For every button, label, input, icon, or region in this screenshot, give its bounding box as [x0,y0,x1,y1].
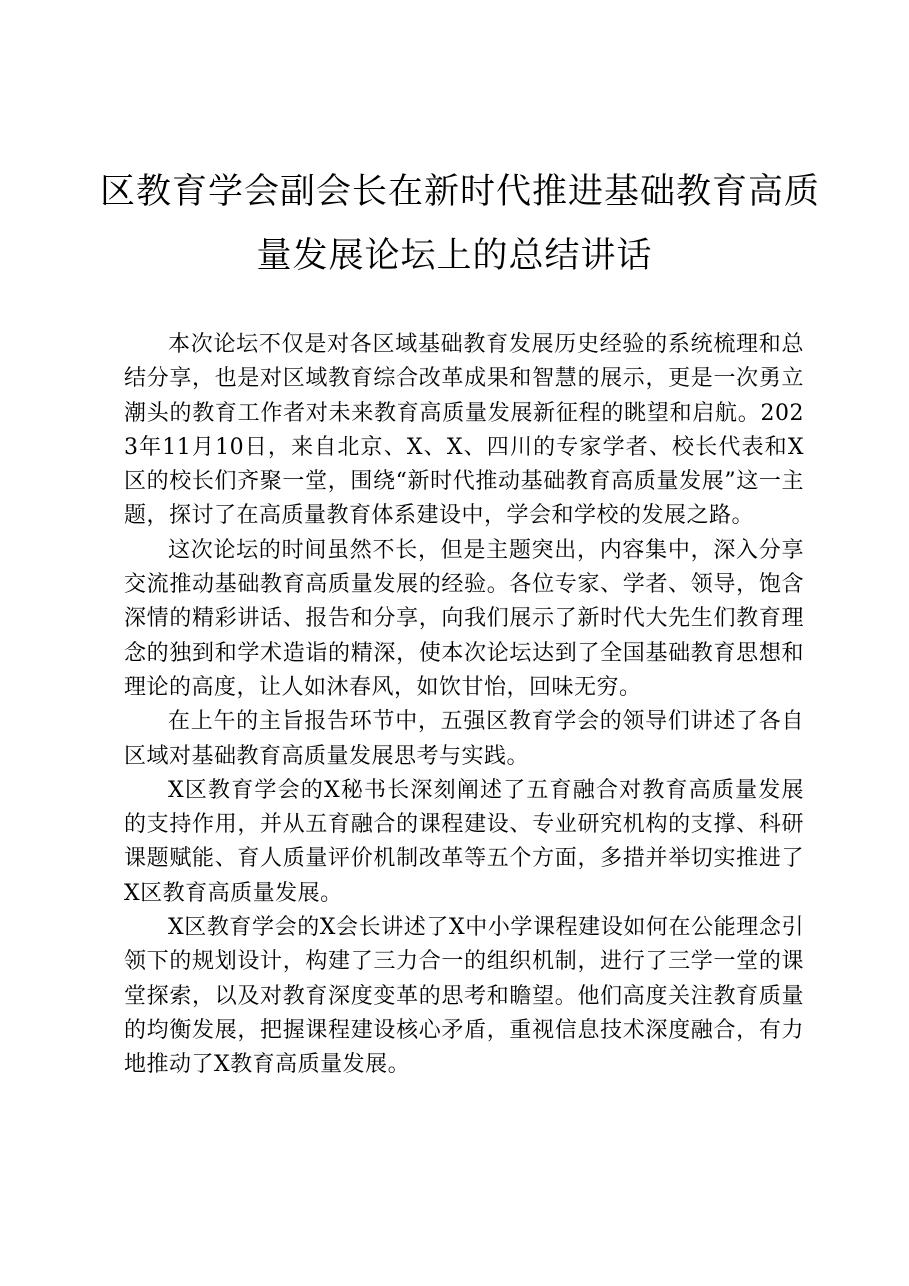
paragraph-3: 在上午的主旨报告环节中，五强区教育学会的领导们讲述了各自区域对基础教育高质量发展思考与实践。 [124,709,804,769]
document-body [124,328,804,1083]
paragraph-1: 本次论坛不仅是对各区域基础教育发展历史经验的系统梳理和总结分享，也是对区域教育综合改革成果和智慧的展示，更是一次勇立潮头的教育工作者对未来教育高质量发展新征程的眺望和启航。2023年11月10日，来自北京、X、X、四川的专家学者、校长代表和X区的校长们齐聚一堂，围绕“新时代推动基础教育高质量发展”这一主题，探讨了在高质量教育体系建设中，学会和学校的发展之路。 [124,332,804,529]
paragraph-2: 这次论坛的时间虽然不长，但是主题突出，内容集中，深入分享交流推动基础教育高质量发展的经验。各位专家、学者、领导，饱含深情的精彩讲话、报告和分享，向我们展示了新时代大先生们教育理念的独到和学术造诣的精深，使本次论坛达到了全国基础教育思想和理论的高度，让人如沐春风，如饮甘怡，回味无穷。 [124,537,804,700]
title-line-2: 量发展论坛上的总结讲话 [256,236,653,276]
paragraph-4: X区教育学会的X秘书长深刻阐述了五育融合对教育高质量发展的支持作用，并从五育融合的课程建设、专业研究机构的支撑、科研课题赋能、育人质量评价机制改革等五个方面，多措并举切实推进了X区教育高质量发展。 [124,777,804,906]
title-line-1: 区教育学会副会长在新时代推进基础教育高质 [100,172,821,212]
paragraph-5: X区教育学会的X会长讲述了X中小学课程建设如何在公能理念引领下的规划设计，构建了三力合一的组织机制，进行了三学一堂的课堂探索，以及对教育深度变革的思考和瞻望。他们高度关注教育质量的均衡发展，把握课程建设核心矛盾，重视信息技术深度融合，有力地推动了X教育高质量发展。 [124,915,804,1078]
document-title [100,160,821,288]
